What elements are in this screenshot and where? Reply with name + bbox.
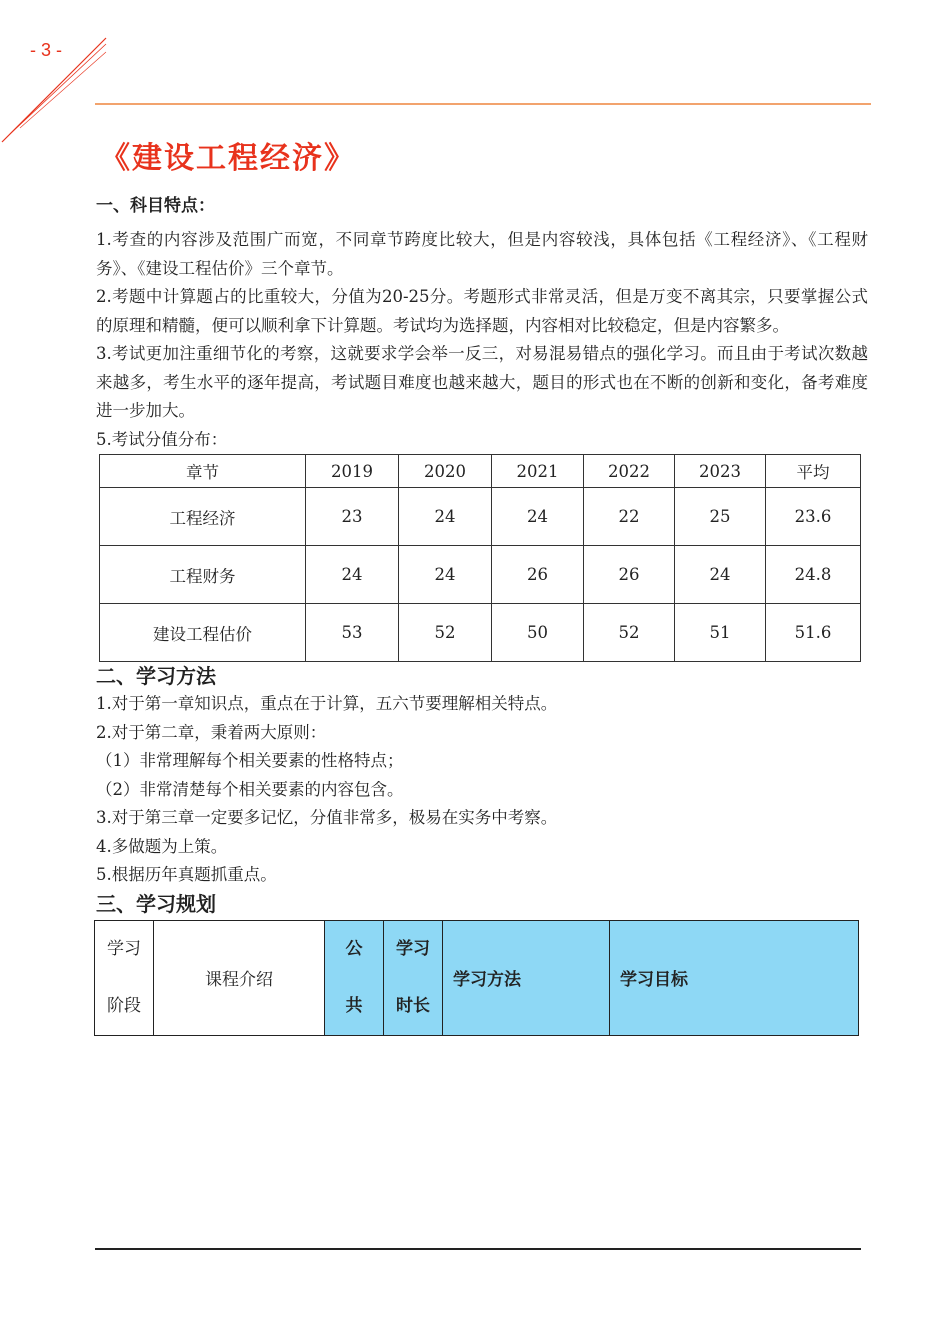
- column-header: 章节: [100, 455, 306, 488]
- table-cell: 23: [306, 488, 399, 546]
- table-cell: 26: [492, 546, 584, 604]
- table-cell: 工程财务: [100, 546, 306, 604]
- header-text: 公: [345, 938, 363, 959]
- table-cell: 24: [675, 546, 766, 604]
- list-item: 2.对于第二章，秉着两大原则：: [96, 722, 327, 742]
- paragraph: 3.考试更加注重细节化的考察，这就要求学会举一反三，对易混易错点的强化学习。而且由于考试次数越来越多，考生水平的逐年提高，考试题目难度也越来越大，题目的形式也在不断的创新和变化，备考难度进一步加大。: [96, 344, 868, 420]
- header-text: 阶段: [107, 995, 141, 1016]
- paragraph: 2.考题中计算题占的比重较大，分值为20-25分。考题形式非常灵活，但是万变不离其宗，只要掌握公式的原理和精髓，便可以顺利拿下计算题。考试均为选择题，内容相对比较稳定，但是内容繁多。: [96, 287, 868, 335]
- header-text: 时长: [396, 995, 430, 1016]
- table-cell: 23.6: [766, 488, 861, 546]
- table-row: [100, 604, 861, 662]
- list-item: （1）非常理解每个相关要素的性格特点；: [96, 751, 404, 770]
- column-header: 2023: [675, 455, 766, 488]
- page-number: - 3 -: [30, 40, 63, 60]
- column-header: 平均: [766, 455, 861, 488]
- table-cell: 24: [399, 546, 492, 604]
- document-title: 《建设工程经济》: [100, 141, 356, 176]
- list-item: 5.根据历年真题抓重点。: [96, 865, 277, 884]
- list-item: （2）非常清楚每个相关要素的内容包含。: [96, 779, 404, 799]
- corner-decoration: [0, 30, 120, 150]
- table-row: [100, 488, 861, 546]
- section-heading-methods: 二、学习方法: [96, 664, 216, 688]
- paragraph: 5.考试分值分布：: [96, 429, 228, 449]
- table-cell: 51.6: [766, 604, 861, 662]
- plan-header-intro: 课程介绍: [154, 920, 325, 1035]
- document-body: [96, 192, 868, 1036]
- header-text: 学习: [396, 938, 430, 959]
- table-cell: 24: [492, 488, 584, 546]
- table-cell: 53: [306, 604, 399, 662]
- table-cell: 50: [492, 604, 584, 662]
- table-cell: 24: [306, 546, 399, 604]
- table-cell: 26: [584, 546, 675, 604]
- table-cell: 建设工程估价: [100, 604, 306, 662]
- table-header-row: [100, 455, 861, 488]
- column-header: 2021: [492, 455, 584, 488]
- list-item: 3.对于第三章一定要多记忆，分值非常多，极易在实务中考察。: [96, 808, 558, 827]
- list-item: 1.对于第一章知识点，重点在于计算，五六节要理解相关特点。: [96, 694, 558, 713]
- paragraph: 1.考查的内容涉及范围广而宽，不同章节跨度比较大，但是内容较浅，具体包括《工程经济》、《工程财务》、《建设工程估价》三个章节。: [96, 230, 868, 278]
- table-cell: 51: [675, 604, 766, 662]
- column-header: 2019: [306, 455, 399, 488]
- column-header: 2020: [399, 455, 492, 488]
- table-cell: 24: [399, 488, 492, 546]
- score-distribution-table: [99, 454, 861, 662]
- study-plan-table: [94, 920, 859, 1036]
- table-cell: 22: [584, 488, 675, 546]
- table-cell: 52: [584, 604, 675, 662]
- plan-header-public: [325, 920, 384, 1035]
- table-cell: 工程经济: [100, 488, 306, 546]
- plan-header-hours: [384, 920, 443, 1035]
- header-text: 共: [345, 995, 363, 1016]
- header-text: 学习: [107, 938, 141, 959]
- table-cell: 25: [675, 488, 766, 546]
- plan-header-goal: 学习目标: [610, 920, 859, 1035]
- table-header-row: [95, 920, 859, 1035]
- table-row: [100, 546, 861, 604]
- section-heading-features: 一、科目特点：: [96, 196, 215, 216]
- column-header: 2022: [584, 455, 675, 488]
- list-item: 4.多做题为上策。: [96, 836, 228, 856]
- plan-header-stage: [95, 920, 154, 1035]
- footer-rule: [95, 1248, 861, 1250]
- header-rule: [95, 103, 871, 105]
- section-heading-plan: 三、学习规划: [96, 891, 216, 916]
- plan-header-method: 学习方法: [443, 920, 610, 1035]
- table-cell: 52: [399, 604, 492, 662]
- table-cell: 24.8: [766, 546, 861, 604]
